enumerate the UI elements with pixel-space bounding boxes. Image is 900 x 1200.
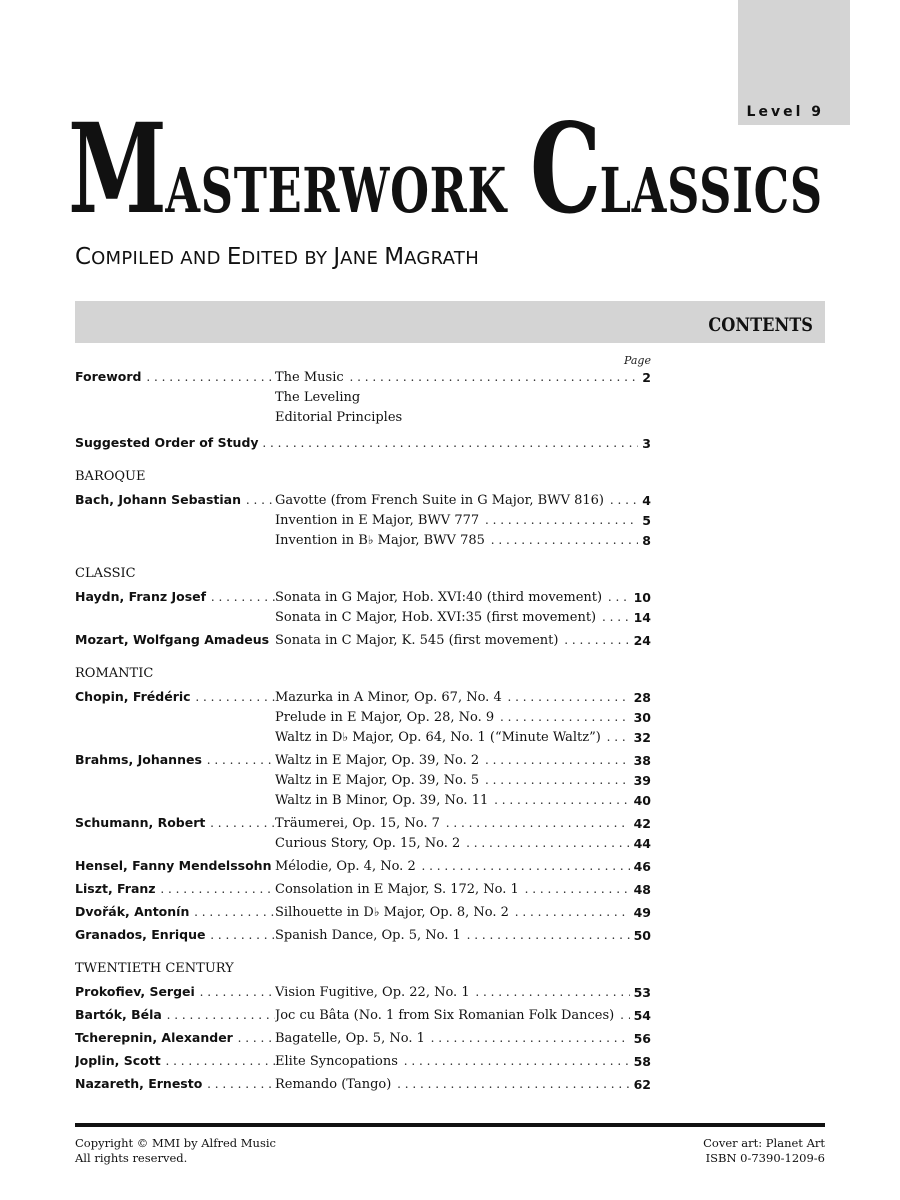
toc-entry — [75, 903, 651, 923]
section-heading-classic: CLASSIC — [75, 566, 136, 581]
piece-title: Silhouette in D♭ Major, Op. 8, No. 2 — [275, 905, 509, 920]
page-number: 4 — [638, 491, 651, 511]
piece-title: Elite Syncopations — [275, 1054, 398, 1069]
page-number: 5 — [638, 511, 651, 531]
piece-title: Waltz in D♭ Major, Op. 64, No. 1 (“Minute Waltz”) — [275, 730, 601, 745]
footer-publishing — [703, 1136, 825, 1166]
toc-entry — [75, 688, 651, 748]
isbn-line: ISBN 0-7390-1209-6 — [705, 1151, 825, 1165]
toc-entry — [75, 588, 651, 628]
page-number: 3 — [638, 434, 651, 454]
page-number: 24 — [630, 631, 651, 651]
page-number: 48 — [630, 880, 651, 900]
piece-title: The Leveling — [275, 390, 361, 405]
piece-title: Joc cu Bâta (No. 1 from Six Romanian Folk Dances) — [275, 1008, 615, 1023]
composer-name: Tcherepnin, Alexander — [75, 1030, 233, 1045]
page-number: 40 — [630, 791, 651, 811]
page-number: 49 — [630, 903, 651, 923]
piece-title: Consolation in E Major, S. 172, No. 1 — [275, 882, 519, 897]
footer-copyright — [75, 1136, 276, 1166]
page-number: 30 — [630, 708, 651, 728]
composer-name: Bach, Johann Sebastian — [75, 492, 241, 507]
page-number: 39 — [630, 771, 651, 791]
piece-title: Mélodie, Op. 4, No. 2 — [275, 859, 416, 874]
cover-art-line: Cover art: Planet Art — [703, 1136, 825, 1150]
table-of-contents — [75, 368, 651, 1098]
piece-title: Remando (Tango) — [275, 1077, 392, 1092]
piece-title: Editorial Principles — [275, 410, 403, 425]
rights-line: All rights reserved. — [75, 1151, 188, 1165]
page-number: 54 — [630, 1006, 651, 1026]
piece-title: Mazurka in A Minor, Op. 67, No. 4 — [275, 690, 502, 705]
level-label: Level 9 — [746, 104, 824, 120]
piece-title: Sonata in G Major, Hob. XVI:40 (third movement) — [275, 590, 603, 605]
toc-entry — [75, 491, 651, 551]
page-number: 2 — [638, 368, 651, 388]
toc-entry — [75, 926, 651, 946]
piece-title: Prelude in E Major, Op. 28, No. 9 — [275, 710, 495, 725]
composer-name: Liszt, Franz — [75, 881, 156, 896]
page-number: 62 — [630, 1075, 651, 1095]
piece-title: Spanish Dance, Op. 5, No. 1 — [275, 928, 461, 943]
page-column-label: Page — [623, 354, 651, 367]
toc-entry — [75, 814, 651, 854]
copyright-line: Copyright © MMI by Alfred Music — [75, 1136, 276, 1150]
page-number: 10 — [630, 588, 651, 608]
composer-name: Granados, Enrique — [75, 927, 206, 942]
page-number: 32 — [630, 728, 651, 748]
page-number: 44 — [630, 834, 651, 854]
toc-entry-order — [75, 434, 651, 454]
composer-name: Mozart, Wolfgang Amadeus — [75, 632, 270, 647]
page-number: 38 — [630, 751, 651, 771]
composer-name: Prokofiev, Sergei — [75, 984, 195, 999]
piece-title: Sonata in C Major, Hob. XVI:35 (first movement) — [275, 610, 597, 625]
piece-title: Sonata in C Major, K. 545 (first movement) — [275, 633, 559, 648]
toc-entry — [75, 1029, 651, 1049]
section-heading-twentieth-century: TWENTIETH CENTURY — [75, 961, 234, 976]
toc-entry — [75, 1075, 651, 1095]
piece-title: Vision Fugitive, Op. 22, No. 1 — [275, 985, 470, 1000]
page-number: 56 — [630, 1029, 651, 1049]
toc-entry — [75, 983, 651, 1003]
toc-entry — [75, 751, 651, 811]
toc-entry — [75, 857, 651, 877]
piece-title: Invention in E Major, BWV 777 — [275, 513, 480, 528]
page-number: 58 — [630, 1052, 651, 1072]
piece-title: Waltz in E Major, Op. 39, No. 2 — [275, 753, 480, 768]
section-heading-baroque: BAROQUE — [75, 469, 146, 484]
title-rest-classics: LASSICS — [599, 154, 823, 227]
page-number: 28 — [630, 688, 651, 708]
contents-banner — [75, 301, 825, 343]
page-number: 14 — [630, 608, 651, 628]
book-subtitle: COMPILED AND EDITED BY JANE MAGRATH — [75, 244, 480, 270]
toc-entry — [75, 1006, 651, 1026]
composer-name: Haydn, Franz Josef — [75, 589, 207, 604]
title-rest-masterwork: ASTERWORK — [165, 154, 508, 227]
composer-name: Foreword — [75, 369, 142, 384]
toc-entry — [75, 631, 651, 651]
toc-entry-foreword — [75, 368, 651, 428]
composer-name: Chopin, Frédéric — [75, 689, 191, 704]
page-number: 42 — [630, 814, 651, 834]
page-number: 8 — [638, 531, 651, 551]
piece-title: Gavotte (from French Suite in G Major, BWV 816) — [275, 493, 605, 508]
composer-name: Hensel, Fanny Mendelssohn — [75, 858, 272, 873]
piece-title: The Music — [275, 370, 344, 385]
composer-name: Bartók, Béla — [75, 1007, 162, 1022]
composer-name: Joplin, Scott — [75, 1053, 161, 1068]
composer-name: Dvořák, Antonín — [75, 904, 190, 919]
piece-title: Waltz in B Minor, Op. 39, No. 11 — [275, 793, 489, 808]
composer-name: Nazareth, Ernesto — [75, 1076, 203, 1091]
flat-sign: ♭ — [367, 533, 374, 547]
toc-entry — [75, 1052, 651, 1072]
title-initial-c: C — [530, 97, 600, 242]
piece-title: Invention in B♭ Major, BWV 785 — [275, 533, 485, 548]
section-heading-romantic: ROMANTIC — [75, 666, 154, 681]
book-title — [68, 97, 823, 242]
flat-sign: ♭ — [373, 905, 380, 919]
contents-heading: CONTENTS — [708, 314, 813, 336]
composer-name: Schumann, Robert — [75, 815, 206, 830]
composer-name: Brahms, Johannes — [75, 752, 202, 767]
piece-title: Waltz in E Major, Op. 39, No. 5 — [275, 773, 480, 788]
footer-rule — [75, 1123, 825, 1127]
page-number: 50 — [630, 926, 651, 946]
page-number: 53 — [630, 983, 651, 1003]
flat-sign: ♭ — [342, 730, 349, 744]
toc-entry — [75, 880, 651, 900]
title-initial-m: M — [68, 97, 166, 242]
piece-title: Bagatelle, Op. 5, No. 1 — [275, 1031, 425, 1046]
composer-name: Suggested Order of Study — [75, 435, 259, 450]
piece-title: Curious Story, Op. 15, No. 2 — [275, 836, 461, 851]
level-tab — [738, 0, 850, 125]
piece-title: Träumerei, Op. 15, No. 7 — [275, 816, 440, 831]
page-number: 46 — [630, 857, 651, 877]
